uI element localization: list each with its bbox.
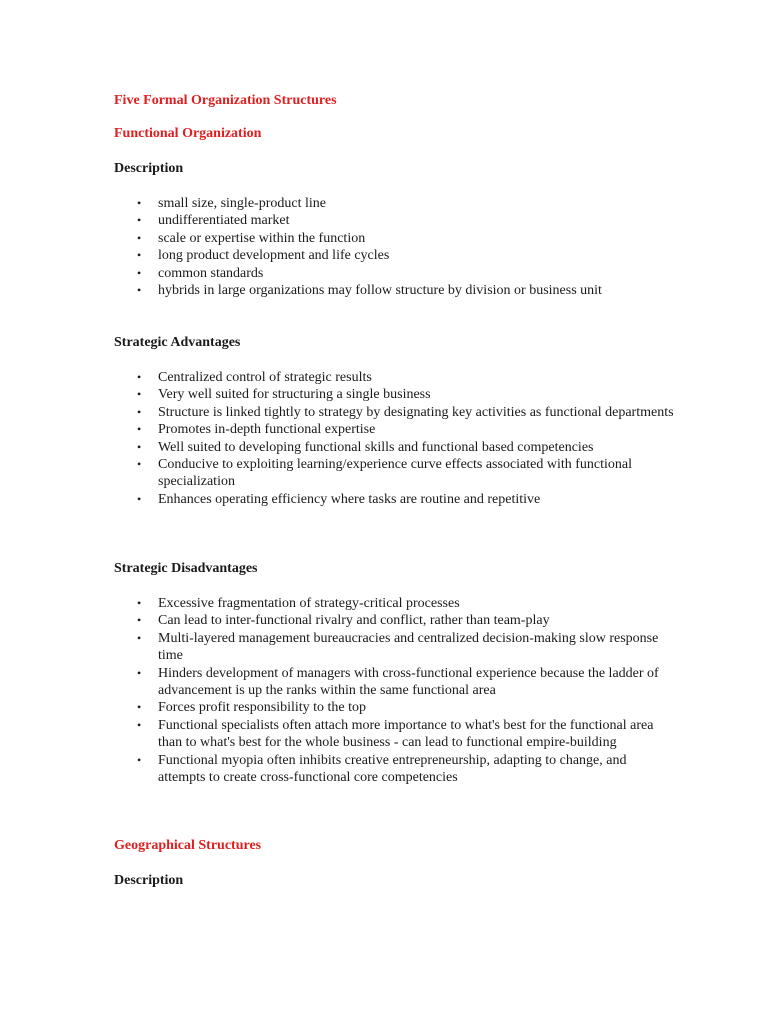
bullet-icon: • [137,422,142,437]
description-label: Description [114,873,184,888]
bullet-icon: • [137,248,142,263]
list-item: • Enhances operating efficiency where tasks are routine and repetitive [137,491,541,507]
bullet-icon: • [137,613,142,628]
list-item: • Promotes in-depth functional expertise [137,422,376,438]
bullet-icon: • [137,404,142,419]
bullet-icon: • [137,596,142,610]
advantages-list [114,369,674,508]
list-item: • common standards [137,265,264,281]
bullet-icon: • [137,717,142,732]
bullet-icon: • [137,387,142,402]
description-label: Description [114,161,184,176]
disadvantages-list [114,595,674,786]
list-item: • long product development and life cycles [137,248,390,264]
bullet-icon: • [137,700,142,715]
bullet-icon: • [137,213,142,228]
bullet-icon: • [137,439,142,454]
description-list [114,195,674,299]
list-item: • Structure is linked tightly to strategy by designating key activities as functional departments [137,404,674,420]
list-item: • Very well suited for structuring a single business [137,387,431,403]
section-heading-geographical-structures: Geographical Structures [114,838,262,853]
section-heading-functional-organization: Functional Organization [114,126,262,141]
strategic-disadvantages-label: Strategic Disadvantages [114,561,258,576]
list-item: • Can lead to inter-functional rivalry and conflict, rather than team-play [137,613,550,629]
list-item: • Multi-layered management bureaucracies and centralized decision-making slow response time [137,630,659,664]
list-item: • Centralized control of strategic results [137,370,372,385]
list-item: • Well suited to developing functional skills and functional based competencies [137,439,594,455]
list-item: • Conducive to exploiting learning/experience curve effects associated with functional specialization [137,457,633,490]
document-title: Five Formal Organization Structures [114,93,337,108]
bullet-icon: • [137,265,142,280]
list-item: • scale or expertise within the function [137,230,366,246]
bullet-icon: • [137,457,142,472]
bullet-icon: • [137,283,142,298]
list-item: • Functional myopia often inhibits creative entrepreneurship, adapting to change, and attempts to create cross-functional core competencies [137,752,627,786]
list-item: • Hinders development of managers with cross-functional experience because the ladder of advancement is up the ranks within the same functional area [137,665,659,699]
strategic-advantages-label: Strategic Advantages [114,335,241,350]
bullet-icon: • [137,491,142,506]
bullet-icon: • [137,630,142,645]
bullet-icon: • [137,196,142,210]
bullet-icon: • [137,665,142,680]
list-item: • Forces profit responsibility to the top [137,700,367,716]
bullet-icon: • [137,230,142,245]
list-item: • hybrids in large organizations may follow structure by division or business unit [137,283,602,299]
list-item: • undifferentiated market [137,213,290,229]
list-item: • Excessive fragmentation of strategy-critical processes [137,596,460,611]
bullet-icon: • [137,752,142,767]
list-item: • Functional specialists often attach more importance to what's best for the functional area than to what's best for the whole business - can lead to functional empire-building [137,717,654,751]
list-item: • small size, single-product line [137,196,326,211]
bullet-icon: • [137,370,142,384]
